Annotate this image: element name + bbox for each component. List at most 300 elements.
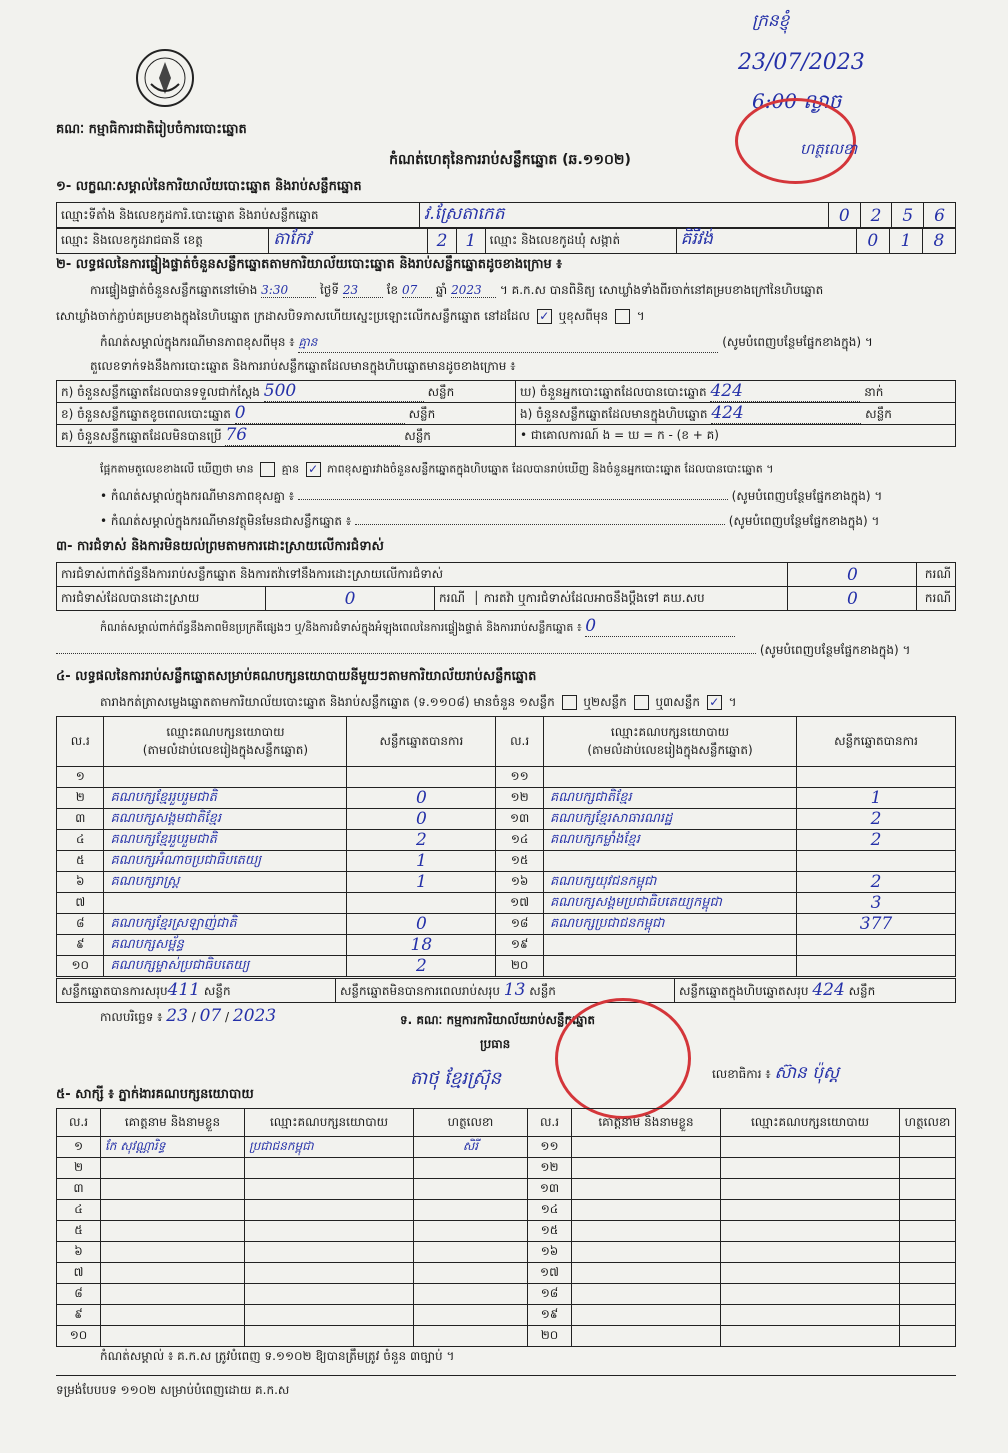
result-votes bbox=[347, 893, 496, 914]
result-party: គណបក្សម្ចាស់ប្រជាធិបតេយ្យ bbox=[104, 956, 347, 977]
result-party: គណបក្សអំណាចប្រជាធិបតេយ្យ bbox=[104, 851, 347, 872]
row1-label: ឈ្មោះទីតាំង និងលេខកូដការិ.បោះឆ្នោត និងរាប់សន្លឹកឆ្នោត bbox=[57, 203, 420, 229]
witness-party bbox=[721, 1305, 900, 1326]
witness-signature bbox=[900, 1221, 956, 1242]
witness-name bbox=[101, 1221, 245, 1242]
no-diff-checkbox[interactable]: ✓ bbox=[306, 462, 321, 477]
w-col-no-r: ល.រ bbox=[528, 1109, 572, 1137]
witness-signature bbox=[414, 1158, 528, 1179]
result-no: ៩ bbox=[57, 935, 104, 956]
section3-line2 bbox=[56, 642, 956, 660]
section3-title: ៣- ការជំទាស់ និងការមិនយល់ព្រមតាមការដោះស្រាយលើការជំទាស់ bbox=[56, 539, 384, 554]
row1-code-0: 0 bbox=[828, 203, 860, 229]
witness-no: ២០ bbox=[528, 1326, 572, 1347]
witness-table bbox=[56, 1108, 956, 1347]
section3-line-value: 0 bbox=[585, 616, 735, 637]
col-votes-left: សន្លឹកឆ្នោតបានការ bbox=[347, 717, 496, 767]
section1-table bbox=[56, 202, 956, 229]
two-sheet-checkbox[interactable] bbox=[634, 695, 649, 710]
witness-no: ១២ bbox=[528, 1158, 572, 1179]
result-no: ១៩ bbox=[496, 935, 544, 956]
page-title: កំណត់ហេតុនៃការរាប់សន្លឹកឆ្នោត (ឆ.១១០២) bbox=[389, 152, 631, 168]
w-col-name-r: គោត្តនាម និងនាមខ្លួន bbox=[572, 1109, 721, 1137]
witness-name bbox=[101, 1200, 245, 1221]
witness-name: កែ សុវណ្ណារិទ្ធ bbox=[101, 1137, 245, 1158]
result-votes: 2 bbox=[797, 830, 956, 851]
results-row bbox=[57, 872, 956, 893]
witness-signature bbox=[900, 1200, 956, 1221]
org-name: គណៈ កម្មាធិការជាតិរៀបចំការបោះឆ្នោត bbox=[56, 122, 247, 137]
verify-time: 3:30 bbox=[261, 283, 316, 298]
secretary-line bbox=[712, 1062, 839, 1087]
row2-label2: ឈ្មោះ និងលេខកូដឃុំ សង្កាត់ bbox=[485, 228, 676, 254]
received-date: 23/07/2023 bbox=[738, 50, 865, 75]
kha-unit: សន្លឹក bbox=[408, 407, 436, 421]
footer-text: ទម្រង់បែបបទ ១១០២ សម្រាប់បំពេញដោយ គ.ក.ស bbox=[56, 1383, 290, 1397]
objection-r2-label2: ការតវ៉ា ឬការជំទាស់ដែលអាចនឹងប្តឹងទៅ គឃ.សប bbox=[483, 590, 705, 605]
witness-row bbox=[57, 1158, 956, 1179]
has-diff-checkbox[interactable] bbox=[260, 462, 275, 477]
sum3-unit: សន្លឹក bbox=[848, 984, 876, 998]
one-sheet-checkbox[interactable] bbox=[562, 695, 577, 710]
kha-value: 0 bbox=[235, 403, 405, 424]
col-no-left: ល.រ bbox=[57, 717, 104, 767]
result-no: ៨ bbox=[57, 914, 104, 935]
result-no: ១៨ bbox=[496, 914, 544, 935]
results-row bbox=[57, 809, 956, 830]
result-votes: 3 bbox=[797, 893, 956, 914]
line1-a: ការផ្ទៀងផ្ទាត់ចំនួនសន្លឹកឆ្នោតនៅម៉ោង bbox=[90, 283, 258, 297]
objection-r2-value2: 0 bbox=[788, 587, 917, 611]
witness-row bbox=[57, 1284, 956, 1305]
result-no: ៦ bbox=[57, 872, 104, 893]
witness-name bbox=[101, 1326, 245, 1347]
results-row bbox=[57, 935, 956, 956]
witness-party bbox=[721, 1200, 900, 1221]
w-col-party-r: ឈ្មោះគណបក្សនយោបាយ bbox=[721, 1109, 900, 1137]
line1-e: ។ គ.ក.ស បានពិនិត្យ សោឃ្លាំងទាំងពីរចាក់នៅគម្របខាងក្រៅនៃហិបឆ្នោត bbox=[499, 283, 824, 297]
witness-row bbox=[57, 1137, 956, 1158]
witness-party bbox=[245, 1242, 414, 1263]
verify-year: 2023 bbox=[451, 283, 496, 298]
result-no: ១៤ bbox=[496, 830, 544, 851]
witness-name bbox=[572, 1305, 721, 1326]
witness-no: ៣ bbox=[57, 1179, 101, 1200]
result-votes: 2 bbox=[347, 956, 496, 977]
secretary-label: លេខាធិការ ៖ bbox=[712, 1067, 771, 1081]
row2-value: តាកែវ bbox=[269, 228, 428, 254]
gho-label: ឃ) ចំនួនអ្នកបោះឆ្នោតដែលបានបោះឆ្នោត bbox=[520, 385, 707, 399]
result-votes bbox=[797, 956, 956, 977]
witness-party bbox=[721, 1284, 900, 1305]
result-party bbox=[543, 767, 796, 788]
result-party: គណបក្សយុវជនកម្ពុជា bbox=[543, 872, 796, 893]
section2-line4: តួលេខទាក់ទងនឹងការបោះឆ្នោត និងការរាប់សន្លឹកឆ្នោតដែលមានក្នុងហិបឆ្នោតមានដូចខាងក្រោម ៖ bbox=[90, 359, 516, 373]
sum3-label: សន្លឹកឆ្នោតក្នុងហិបឆ្នោតសរុប bbox=[679, 984, 809, 998]
witness-signature bbox=[414, 1284, 528, 1305]
result-party: គណបក្សសម្ព័ន្ធ bbox=[104, 935, 347, 956]
footer-divider bbox=[56, 1375, 956, 1376]
row1-code-3: 6 bbox=[924, 203, 956, 229]
chair-title: ប្រធាន bbox=[480, 1037, 511, 1051]
bullet1: • កំណត់សម្គាល់ក្នុងករណីមានភាពខុសគ្នា ៖ bbox=[100, 489, 295, 503]
result-votes: 1 bbox=[347, 872, 496, 893]
w-col-no: ល.រ bbox=[57, 1109, 101, 1137]
result-votes bbox=[797, 851, 956, 872]
footnote: កំណត់សម្គាល់ ៖ គ.ក.ស ត្រូវបំពេញ ទ.១១០២ ឱ្យបានត្រឹមត្រូវ ចំនួន ៣ច្បាប់ ។ bbox=[100, 1349, 455, 1363]
witness-no: ៨ bbox=[57, 1284, 101, 1305]
result-votes: 18 bbox=[347, 935, 496, 956]
witness-name bbox=[572, 1137, 721, 1158]
ko-unit: សន្លឹក bbox=[404, 429, 431, 443]
objection-r1-label: ការជំទាស់ពាក់ព័ន្ធនឹងការរាប់សន្លឹកឆ្នោត និងការតវ៉ាទៅនឹងការដោះស្រាយលើការជំទាស់ bbox=[57, 563, 788, 587]
witness-party bbox=[245, 1221, 414, 1242]
w-col-name: គោត្តនាម និងនាមខ្លួន bbox=[101, 1109, 245, 1137]
witness-name bbox=[101, 1284, 245, 1305]
witness-no: ១៥ bbox=[528, 1221, 572, 1242]
bullet2-line bbox=[100, 513, 960, 531]
witness-no: ៦ bbox=[57, 1242, 101, 1263]
witness-signature bbox=[900, 1242, 956, 1263]
witness-name bbox=[572, 1263, 721, 1284]
line1-d: ឆ្នាំ bbox=[435, 283, 448, 297]
results-row bbox=[57, 851, 956, 872]
witness-party bbox=[721, 1263, 900, 1284]
results-row bbox=[57, 956, 956, 977]
row2-code-0: 2 bbox=[428, 228, 457, 254]
handwritten-note: ក្រនខ្ញុំ bbox=[752, 11, 790, 31]
ka-value: 500 bbox=[264, 381, 424, 402]
witness-party bbox=[721, 1179, 900, 1200]
result-votes bbox=[797, 767, 956, 788]
line5-b: គ្មាន bbox=[281, 462, 300, 476]
sum3-value: 424 bbox=[812, 980, 845, 1000]
result-party: គណបក្សខ្មែររួបរួមជាតិ bbox=[104, 788, 347, 809]
witness-signature bbox=[414, 1326, 528, 1347]
witness-signature bbox=[900, 1158, 956, 1179]
witness-party bbox=[721, 1326, 900, 1347]
row2-code2-0: 0 bbox=[856, 228, 889, 254]
witness-party: ប្រជាជនកម្ពុជា bbox=[245, 1137, 414, 1158]
bullet1-note: (សូមបំពេញបន្ថែមផ្នែកខាងក្នុង) ។ bbox=[731, 489, 883, 503]
witness-row bbox=[57, 1305, 956, 1326]
result-no: ២០ bbox=[496, 956, 544, 977]
row2-code2-2: 8 bbox=[922, 228, 955, 254]
witness-signature bbox=[414, 1200, 528, 1221]
line1-c: ខែ bbox=[386, 283, 399, 297]
witness-name bbox=[572, 1179, 721, 1200]
witness-row bbox=[57, 1179, 956, 1200]
result-party bbox=[104, 767, 347, 788]
objection-r1-unit: ករណី bbox=[917, 563, 956, 587]
witness-party bbox=[245, 1179, 414, 1200]
witness-row bbox=[57, 1242, 956, 1263]
witness-name bbox=[572, 1284, 721, 1305]
witness-party bbox=[721, 1137, 900, 1158]
row2-code2-1: 1 bbox=[889, 228, 922, 254]
row2-code-1: 1 bbox=[456, 228, 485, 254]
result-votes bbox=[347, 767, 496, 788]
result-party bbox=[543, 851, 796, 872]
witness-no: ១៣ bbox=[528, 1179, 572, 1200]
signing-date: កាលបរិច្ឆេទ ៖ 23 / 07 / 2023 bbox=[100, 1006, 277, 1026]
opt2: ឬ២សន្លឹក bbox=[583, 695, 627, 709]
witness-no: ៩ bbox=[57, 1305, 101, 1326]
result-votes: 2 bbox=[797, 809, 956, 830]
result-party: គណបក្សខ្មែរស្រឡាញ់ជាតិ bbox=[104, 914, 347, 935]
date-month: 07 bbox=[199, 1006, 222, 1026]
results-table bbox=[56, 716, 956, 977]
ka-unit: សន្លឹក bbox=[427, 385, 455, 399]
witness-no: ៤ bbox=[57, 1200, 101, 1221]
verify-day: 23 bbox=[343, 283, 383, 298]
w-col-sig-r: ហត្ថលេខា bbox=[900, 1109, 956, 1137]
witness-name bbox=[572, 1242, 721, 1263]
witness-row bbox=[57, 1326, 956, 1347]
opt3: ឬ៣សន្លឹក bbox=[655, 695, 700, 709]
ngo-label: ង) ចំនួនសន្លឹកឆ្នោតដែលមានក្នុងហិបឆ្នោត bbox=[520, 407, 708, 421]
section1-table-row2 bbox=[56, 227, 956, 254]
witness-no: ១៨ bbox=[528, 1284, 572, 1305]
witness-name bbox=[101, 1263, 245, 1284]
result-votes bbox=[797, 935, 956, 956]
col-no-right: ល.រ bbox=[496, 717, 544, 767]
witness-name bbox=[101, 1179, 245, 1200]
section2-line3 bbox=[100, 334, 960, 353]
sum1-label: សន្លឹកឆ្នោតបានការសរុប bbox=[61, 984, 168, 998]
objection-r2-unit: ករណី bbox=[439, 590, 466, 605]
witness-no: ១១ bbox=[528, 1137, 572, 1158]
witness-no: ២ bbox=[57, 1158, 101, 1179]
result-party: គណបក្សខ្មែររួបរួមជាតិ bbox=[104, 830, 347, 851]
ngo-unit: សន្លឹក bbox=[865, 407, 892, 421]
witness-name bbox=[572, 1326, 721, 1347]
results-row bbox=[57, 893, 956, 914]
witness-row bbox=[57, 1200, 956, 1221]
objection-r1-value: 0 bbox=[788, 563, 917, 587]
witness-no: ៥ bbox=[57, 1221, 101, 1242]
witness-party bbox=[245, 1284, 414, 1305]
kha-label: ខ) ចំនួនសន្លឹកឆ្នោតខូចពេលបោះឆ្នោត bbox=[61, 407, 231, 421]
witness-name bbox=[572, 1221, 721, 1242]
national-seal-icon bbox=[135, 48, 195, 108]
intro-text: តារាងកត់ត្រាសម្លេងឆ្នោតតាមការិយាល័យបោះឆ្នោត និងរាប់សន្លឹកឆ្នោត (ទ.១១០៨) មានចំនួន ១សន្លឹក bbox=[100, 695, 555, 709]
col-party-right: ឈ្មោះគណបក្សនយោបាយ (តាមលំដាប់លេខរៀងក្នុងសន្លឹកឆ្នោត) bbox=[543, 717, 796, 767]
result-votes: 1 bbox=[797, 788, 956, 809]
section2-title: ២- លទ្ធផលនៃការផ្ទៀងផ្ទាត់ចំនួនសន្លឹកឆ្នោតតាមការិយាល័យបោះឆ្នោត និងរាប់សន្លឹកឆ្នោតដូចខាងក្រោម ៖ bbox=[56, 257, 562, 272]
ko-value: 76 bbox=[225, 425, 400, 446]
w-col-sig: ហត្ថលេខា bbox=[414, 1109, 528, 1137]
witness-row bbox=[57, 1263, 956, 1284]
witness-party bbox=[245, 1158, 414, 1179]
witness-signature bbox=[900, 1179, 956, 1200]
secretary-signature: ស៊ាន ប៉ុស្ត bbox=[774, 1063, 840, 1083]
result-no: ៣ bbox=[57, 809, 104, 830]
sum1-unit: សន្លឹក bbox=[203, 984, 231, 998]
results-row bbox=[57, 830, 956, 851]
section3-note: (សូមបំពេញបន្ថែមផ្នែកខាងក្នុង) ។ bbox=[759, 643, 911, 657]
witness-party bbox=[245, 1200, 414, 1221]
bullet1-line bbox=[100, 488, 960, 506]
objection-table: ការជំទាស់ពាក់ព័ន្ធនឹងការរាប់សន្លឹកឆ្នោត និងការតវ៉ាទៅនឹងការដោះស្រាយលើការជំទាស់ 0 ករណី ការជំទាស់ដែលបានដោះស្រាយ 0 ករណី │ ការតវ៉ា ឬការជំទាស់ដែលអាចនឹងប្តឹងទៅ គឃ.សប 0 ករណី bbox=[56, 562, 956, 611]
witness-no: ១៤ bbox=[528, 1200, 572, 1221]
section3-line bbox=[100, 616, 960, 637]
witness-name bbox=[101, 1242, 245, 1263]
witness-signature bbox=[900, 1137, 956, 1158]
witness-signature bbox=[900, 1284, 956, 1305]
col-votes-right: សន្លឹកឆ្នោតបានការ bbox=[797, 717, 956, 767]
result-party bbox=[104, 893, 347, 914]
result-party bbox=[543, 956, 796, 977]
totals-table bbox=[56, 978, 956, 1003]
verify-month: 07 bbox=[402, 283, 432, 298]
result-votes: 0 bbox=[347, 788, 496, 809]
section1-title: ១- លក្ខណៈសម្គាល់នៃការិយាល័យបោះឆ្នោត និងរាប់សន្លឹកឆ្នោត bbox=[56, 179, 362, 194]
date-day: 23 bbox=[166, 1006, 188, 1026]
result-no: ១៦ bbox=[496, 872, 544, 893]
section2-line2: សោឃ្លាំងចាក់ភ្ជាប់គម្របខាងក្នុងនៃហិបឆ្នោត ក្រដាសបិទភាសហើយស្នេះប្រឡោះលើកសន្លឹកឆ្នោត នៅដដែល ✓ ឬខុសពីមុន ។ bbox=[56, 309, 645, 323]
witness-party bbox=[721, 1242, 900, 1263]
witness-signature bbox=[900, 1305, 956, 1326]
result-votes: 0 bbox=[347, 914, 496, 935]
result-party: គណបក្សជាតិខ្មែរ bbox=[543, 788, 796, 809]
row1-value: វ.ស្រែតាកេត bbox=[419, 203, 828, 229]
result-no: ១ bbox=[57, 767, 104, 788]
section3-line-label: កំណត់សម្គាល់ពាក់ព័ន្ធនឹងភាពមិនប្រក្រតីផ្សេងៗ ឬ/និងការជំទាស់ក្នុងអំឡុងពេលនៃការផ្ទៀងផ្ទាត់ និងការរាប់សន្លឹកឆ្នោត ៖ bbox=[100, 621, 582, 634]
witness-signature bbox=[414, 1263, 528, 1284]
witness-party bbox=[721, 1221, 900, 1242]
result-no: ៤ bbox=[57, 830, 104, 851]
result-no: ២ bbox=[57, 788, 104, 809]
result-party: គណបក្សកម្លាំងខ្មែរ bbox=[543, 830, 796, 851]
results-row bbox=[57, 767, 956, 788]
line3-label: កំណត់សម្គាល់ក្នុងករណីមានភាពខុសពីមុន ៖ bbox=[100, 335, 295, 349]
committee-name: ទ. គណៈ កម្មការការិយាល័យរាប់សន្លឹកឆ្នោត bbox=[400, 1013, 595, 1027]
chair-signature: តាថុ ខ្មែរស្រ៊ុន bbox=[410, 1068, 502, 1089]
section2-line5 bbox=[100, 462, 773, 479]
bullet2: • កំណត់សម្គាល់ក្នុងករណីមានវត្ថុមិនមែនជាសន្លឹកឆ្នោត ៖ bbox=[100, 514, 352, 528]
line1-b: ថ្ងៃទី bbox=[320, 283, 340, 297]
section4-intro: តារាងកត់ត្រាសម្លេងឆ្នោតតាមការិយាល័យបោះឆ្នោត និងរាប់សន្លឹកឆ្នោត (ទ.១១០៨) មានចំនួន ១សន្លឹក ឬ២សន្លឹក ឬ៣សន្លឹក ✓ ។ bbox=[100, 695, 737, 709]
sum1-value: 411 bbox=[167, 980, 201, 1000]
row1-code-1: 2 bbox=[860, 203, 892, 229]
objection-r2-unit2: ករណី bbox=[917, 587, 956, 611]
result-no: ១៥ bbox=[496, 851, 544, 872]
result-party: គណបក្សប្រជាជនកម្ពុជា bbox=[543, 914, 796, 935]
witness-signature bbox=[900, 1326, 956, 1347]
line3-note: (សូមបំពេញបន្ថែមផ្នែកខាងក្នុង) ។ bbox=[722, 335, 873, 349]
three-sheet-checkbox[interactable]: ✓ bbox=[707, 695, 722, 710]
witness-signature bbox=[414, 1305, 528, 1326]
row1-code-2: 5 bbox=[892, 203, 924, 229]
section4-title: ៤- លទ្ធផលនៃការរាប់សន្លឹកឆ្នោតសម្រាប់គណបក្សនយោបាយនីមួយៗតាមការិយាល័យរាប់សន្លឹកឆ្នោត bbox=[56, 669, 537, 684]
sum2-label: សន្លឹកឆ្នោតមិនបានការពេលរាប់សរុប bbox=[340, 984, 500, 998]
witness-no: ១៦ bbox=[528, 1242, 572, 1263]
line2-yes: ឬខុសពីមុន bbox=[558, 309, 609, 323]
results-row bbox=[57, 788, 956, 809]
row2-value2: គិរីវង់ bbox=[676, 228, 856, 254]
witness-party bbox=[245, 1326, 414, 1347]
witness-no: ៧ bbox=[57, 1263, 101, 1284]
witness-signature bbox=[414, 1242, 528, 1263]
result-votes: 2 bbox=[347, 830, 496, 851]
date-year: 2023 bbox=[232, 1006, 277, 1026]
witness-name bbox=[101, 1158, 245, 1179]
result-no: ៧ bbox=[57, 893, 104, 914]
different-checkbox[interactable] bbox=[615, 309, 630, 324]
objection-r2-label: ការជំទាស់ដែលបានដោះស្រាយ bbox=[57, 587, 266, 611]
result-votes: 1 bbox=[347, 851, 496, 872]
witness-name bbox=[572, 1200, 721, 1221]
counts-table bbox=[56, 380, 956, 447]
section2-line1 bbox=[90, 282, 960, 300]
result-no: ១០ bbox=[57, 956, 104, 977]
w-col-party: ឈ្មោះគណបក្សនយោបាយ bbox=[245, 1109, 414, 1137]
witness-signature bbox=[414, 1179, 528, 1200]
results-row bbox=[57, 914, 956, 935]
sum2-unit: សន្លឹក bbox=[529, 984, 556, 998]
ngo-value: 424 bbox=[711, 403, 861, 424]
ko-label: គ) ចំនួនសន្លឹកឆ្នោតដែលមិនបានប្រើ bbox=[61, 429, 222, 443]
formula: • ជាគោលការណ៍ ង = ឃ = ក - (ខ + គ) bbox=[516, 425, 956, 447]
witness-no: ១ bbox=[57, 1137, 101, 1158]
top-signature: ហត្ថលេខា bbox=[800, 140, 858, 158]
witness-name bbox=[572, 1158, 721, 1179]
bullet2-note: (សូមបំពេញបន្ថែមផ្នែកខាងក្នុង) ។ bbox=[728, 514, 880, 528]
date-label: កាលបរិច្ឆេទ ៖ bbox=[100, 1010, 163, 1024]
result-no: ១១ bbox=[496, 767, 544, 788]
witness-party bbox=[245, 1305, 414, 1326]
received-time: 6:00 ល្ងាច bbox=[752, 89, 842, 113]
line3-value: គ្មាន bbox=[298, 334, 718, 353]
result-party bbox=[543, 935, 796, 956]
result-votes: 2 bbox=[797, 872, 956, 893]
witness-signature bbox=[414, 1221, 528, 1242]
result-votes: 0 bbox=[347, 809, 496, 830]
result-no: ៥ bbox=[57, 851, 104, 872]
line5-c: ភាពខុសគ្នារវាងចំនួនសន្លឹកឆ្នោតក្នុងហិបឆ្នោត ដែលបានរាប់ឃើញ និងចំនួនអ្នកបោះឆ្នោត ដែលបានបោះឆ្នោត ។ bbox=[327, 462, 774, 476]
witness-signature bbox=[900, 1263, 956, 1284]
sum2-value: 13 bbox=[503, 980, 526, 1000]
witness-no: ១៧ bbox=[528, 1263, 572, 1284]
committee-stamp-icon bbox=[555, 998, 691, 1119]
witness-no: ១៩ bbox=[528, 1305, 572, 1326]
section5-title: ៥- សាក្សី ៖ ភ្នាក់ងារគណបក្សនយោបាយ bbox=[56, 1087, 254, 1102]
witness-row bbox=[57, 1221, 956, 1242]
result-party: គណបក្សរាស្ត្រ bbox=[104, 872, 347, 893]
ka-label: ក) ចំនួនសន្លឹកឆ្នោតដែលបានទទួលជាក់ស្តែង bbox=[61, 385, 260, 399]
result-party: គណបក្សសង្គមជាតិខ្មែរ bbox=[104, 809, 347, 830]
result-party: គណបក្សសង្គមប្រជាធិបតេយ្យកម្ពុជា bbox=[543, 893, 796, 914]
same-checkbox[interactable]: ✓ bbox=[537, 309, 552, 324]
result-no: ១៣ bbox=[496, 809, 544, 830]
gho-value: 424 bbox=[710, 381, 860, 402]
witness-party bbox=[245, 1263, 414, 1284]
row2-label: ឈ្មោះ និងលេខកូដរាជធានី ខេត្ត bbox=[57, 228, 269, 254]
result-no: ១៧ bbox=[496, 893, 544, 914]
witness-signature: សិរី bbox=[414, 1137, 528, 1158]
col-party-left: ឈ្មោះគណបក្សនយោបាយ (តាមលំដាប់លេខរៀងក្នុងសន្លឹកឆ្នោត) bbox=[104, 717, 347, 767]
witness-party bbox=[721, 1158, 900, 1179]
line2-text: សោឃ្លាំងចាក់ភ្ជាប់គម្របខាងក្នុងនៃហិបឆ្នោត ក្រដាសបិទភាសហើយស្នេះប្រឡោះលើកសន្លឹកឆ្នោត នៅដដែល bbox=[56, 309, 530, 323]
witness-name bbox=[101, 1305, 245, 1326]
result-votes: 377 bbox=[797, 914, 956, 935]
result-no: ១២ bbox=[496, 788, 544, 809]
gho-unit: នាក់ bbox=[864, 385, 884, 399]
line5-a: ផ្អែកតាមតួលេខខាងលើ ឃើញថា មាន bbox=[100, 462, 254, 476]
result-party: គណបក្សខ្មែរសាធារណរដ្ឋ bbox=[543, 809, 796, 830]
witness-no: ១០ bbox=[57, 1326, 101, 1347]
